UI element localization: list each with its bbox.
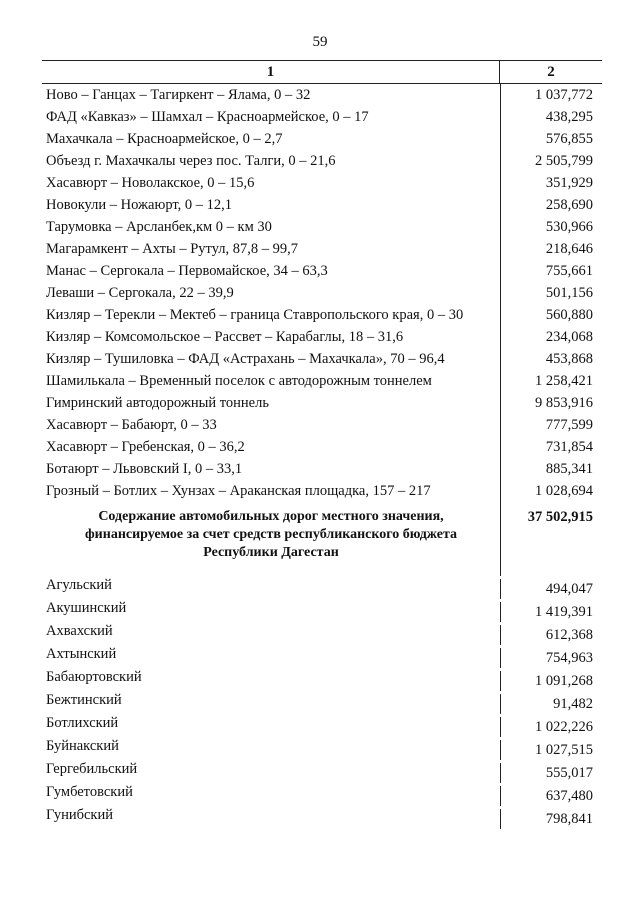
row-name: Агульский bbox=[46, 577, 112, 593]
row-name: Буйнакский bbox=[46, 738, 119, 754]
row-value: 555,017 bbox=[500, 763, 602, 783]
table-row bbox=[42, 414, 602, 436]
row-value: 530,966 bbox=[500, 216, 602, 238]
row-value: 777,599 bbox=[500, 414, 602, 436]
table-row bbox=[42, 304, 602, 326]
row-value: 798,841 bbox=[500, 809, 602, 829]
row-name: Манас – Сергокала – Первомайское, 34 – 63,3 bbox=[46, 263, 328, 279]
total-row bbox=[42, 502, 602, 576]
row-value: 438,295 bbox=[500, 106, 602, 128]
row-name: Ново – Ганцах – Тагиркент – Ялама, 0 – 32 bbox=[46, 87, 311, 103]
total-value: 37 502,915 bbox=[500, 502, 602, 576]
row-value: 731,854 bbox=[500, 436, 602, 458]
row-value: 501,156 bbox=[500, 282, 602, 304]
row-name: Бабаюртовский bbox=[46, 669, 142, 685]
table-row bbox=[42, 691, 602, 714]
row-name: Кизляр – Комсомольское – Рассвет – Карабаглы, 18 – 31,6 bbox=[46, 329, 404, 345]
table-row bbox=[42, 128, 602, 150]
row-value: 637,480 bbox=[500, 786, 602, 806]
table-row bbox=[42, 392, 602, 414]
row-value: 754,963 bbox=[500, 648, 602, 668]
row-name: Гимринский автодорожный тоннель bbox=[46, 395, 269, 411]
row-value: 1 091,268 bbox=[500, 671, 602, 691]
row-value: 494,047 bbox=[500, 579, 602, 599]
table-row bbox=[42, 436, 602, 458]
total-label-line: Содержание автомобильных дорог местного значения, bbox=[98, 509, 444, 524]
row-value: 755,661 bbox=[500, 260, 602, 282]
column-header-1: 1 bbox=[266, 64, 275, 80]
table-row bbox=[42, 150, 602, 172]
row-name: Ботаюрт – Львовский I, 0 – 33,1 bbox=[46, 461, 243, 477]
row-name: Хасавюрт – Бабаюрт, 0 – 33 bbox=[46, 417, 217, 433]
table-row bbox=[42, 599, 602, 622]
row-value: 1 022,226 bbox=[500, 717, 602, 737]
budget-table bbox=[42, 60, 602, 829]
row-name: Шамилькала – Временный поселок с автодорожным тоннелем bbox=[46, 373, 432, 389]
row-value: 218,646 bbox=[500, 238, 602, 260]
row-name: Ахтынский bbox=[46, 646, 117, 662]
roads-section bbox=[42, 84, 602, 502]
row-name: Бежтинский bbox=[46, 692, 122, 708]
total-label-line: финансируемое за счет средств республиканского бюджета bbox=[85, 527, 457, 542]
row-name: Гумбетовский bbox=[46, 784, 133, 800]
row-value: 258,690 bbox=[500, 194, 602, 216]
row-name: Магарамкент – Ахты – Рутул, 87,8 – 99,7 bbox=[46, 241, 299, 257]
row-value: 2 505,799 bbox=[500, 150, 602, 172]
table-row bbox=[42, 714, 602, 737]
total-label-line: Республики Дагестан bbox=[203, 545, 339, 560]
row-value: 1 027,515 bbox=[500, 740, 602, 760]
districts-section bbox=[42, 576, 602, 829]
row-name: Леваши – Сергокала, 22 – 39,9 bbox=[46, 285, 234, 301]
table-row bbox=[42, 737, 602, 760]
column-header-2: 2 bbox=[499, 61, 602, 83]
row-name: Ботлихский bbox=[46, 715, 119, 731]
row-value: 1 419,391 bbox=[500, 602, 602, 622]
row-value: 1 028,694 bbox=[500, 480, 602, 502]
row-value: 560,880 bbox=[500, 304, 602, 326]
page-number: 59 bbox=[312, 34, 328, 50]
table-row bbox=[42, 458, 602, 480]
table-row bbox=[42, 760, 602, 783]
row-name: Грозный – Ботлих – Хунзах – Араканская площадка, 157 – 217 bbox=[46, 483, 431, 499]
table-row bbox=[42, 645, 602, 668]
row-name: Хасавюрт – Новолакское, 0 – 15,6 bbox=[46, 175, 255, 191]
table-row bbox=[42, 172, 602, 194]
table-row bbox=[42, 480, 602, 502]
row-value: 1 037,772 bbox=[500, 84, 602, 106]
table-row bbox=[42, 326, 602, 348]
row-value: 91,482 bbox=[500, 694, 602, 714]
table-row bbox=[42, 783, 602, 806]
row-value: 234,068 bbox=[500, 326, 602, 348]
row-name: Объезд г. Махачкалы через пос. Талги, 0 – 21,6 bbox=[46, 153, 336, 169]
row-value: 885,341 bbox=[500, 458, 602, 480]
table-row bbox=[42, 194, 602, 216]
row-value: 9 853,916 bbox=[500, 392, 602, 414]
table-row bbox=[42, 668, 602, 691]
table-row bbox=[42, 370, 602, 392]
table-row bbox=[42, 238, 602, 260]
table-row bbox=[42, 84, 602, 106]
row-name: Гергебильский bbox=[46, 761, 138, 777]
row-name: Ахвахский bbox=[46, 623, 113, 639]
table-row bbox=[42, 106, 602, 128]
row-name: Хасавюрт – Гребенская, 0 – 36,2 bbox=[46, 439, 245, 455]
row-value: 576,855 bbox=[500, 128, 602, 150]
row-name: Акушинский bbox=[46, 600, 127, 616]
table-row bbox=[42, 216, 602, 238]
row-value: 453,868 bbox=[500, 348, 602, 370]
row-name: ФАД «Кавказ» – Шамхал – Красноармейское, 0 – 17 bbox=[46, 109, 369, 125]
row-name: Тарумовка – Арсланбек,км 0 – км 30 bbox=[46, 219, 272, 235]
table-row bbox=[42, 282, 602, 304]
table-row bbox=[42, 348, 602, 370]
row-name: Кизляр – Терекли – Мектеб – граница Ставропольского края, 0 – 30 bbox=[46, 307, 464, 323]
row-name: Гунибский bbox=[46, 807, 113, 823]
table-row bbox=[42, 622, 602, 645]
row-value: 1 258,421 bbox=[500, 370, 602, 392]
row-name: Махачкала – Красноармейское, 0 – 2,7 bbox=[46, 131, 283, 147]
row-value: 351,929 bbox=[500, 172, 602, 194]
row-name: Кизляр – Тушиловка – ФАД «Астрахань – Махачкала», 70 – 96,4 bbox=[46, 351, 445, 367]
row-value: 612,368 bbox=[500, 625, 602, 645]
table-row bbox=[42, 260, 602, 282]
table-row bbox=[42, 806, 602, 829]
row-name: Новокули – Ножаюрт, 0 – 12,1 bbox=[46, 197, 232, 213]
total-label bbox=[42, 502, 500, 576]
table-header bbox=[42, 61, 602, 84]
table-row bbox=[42, 576, 602, 599]
